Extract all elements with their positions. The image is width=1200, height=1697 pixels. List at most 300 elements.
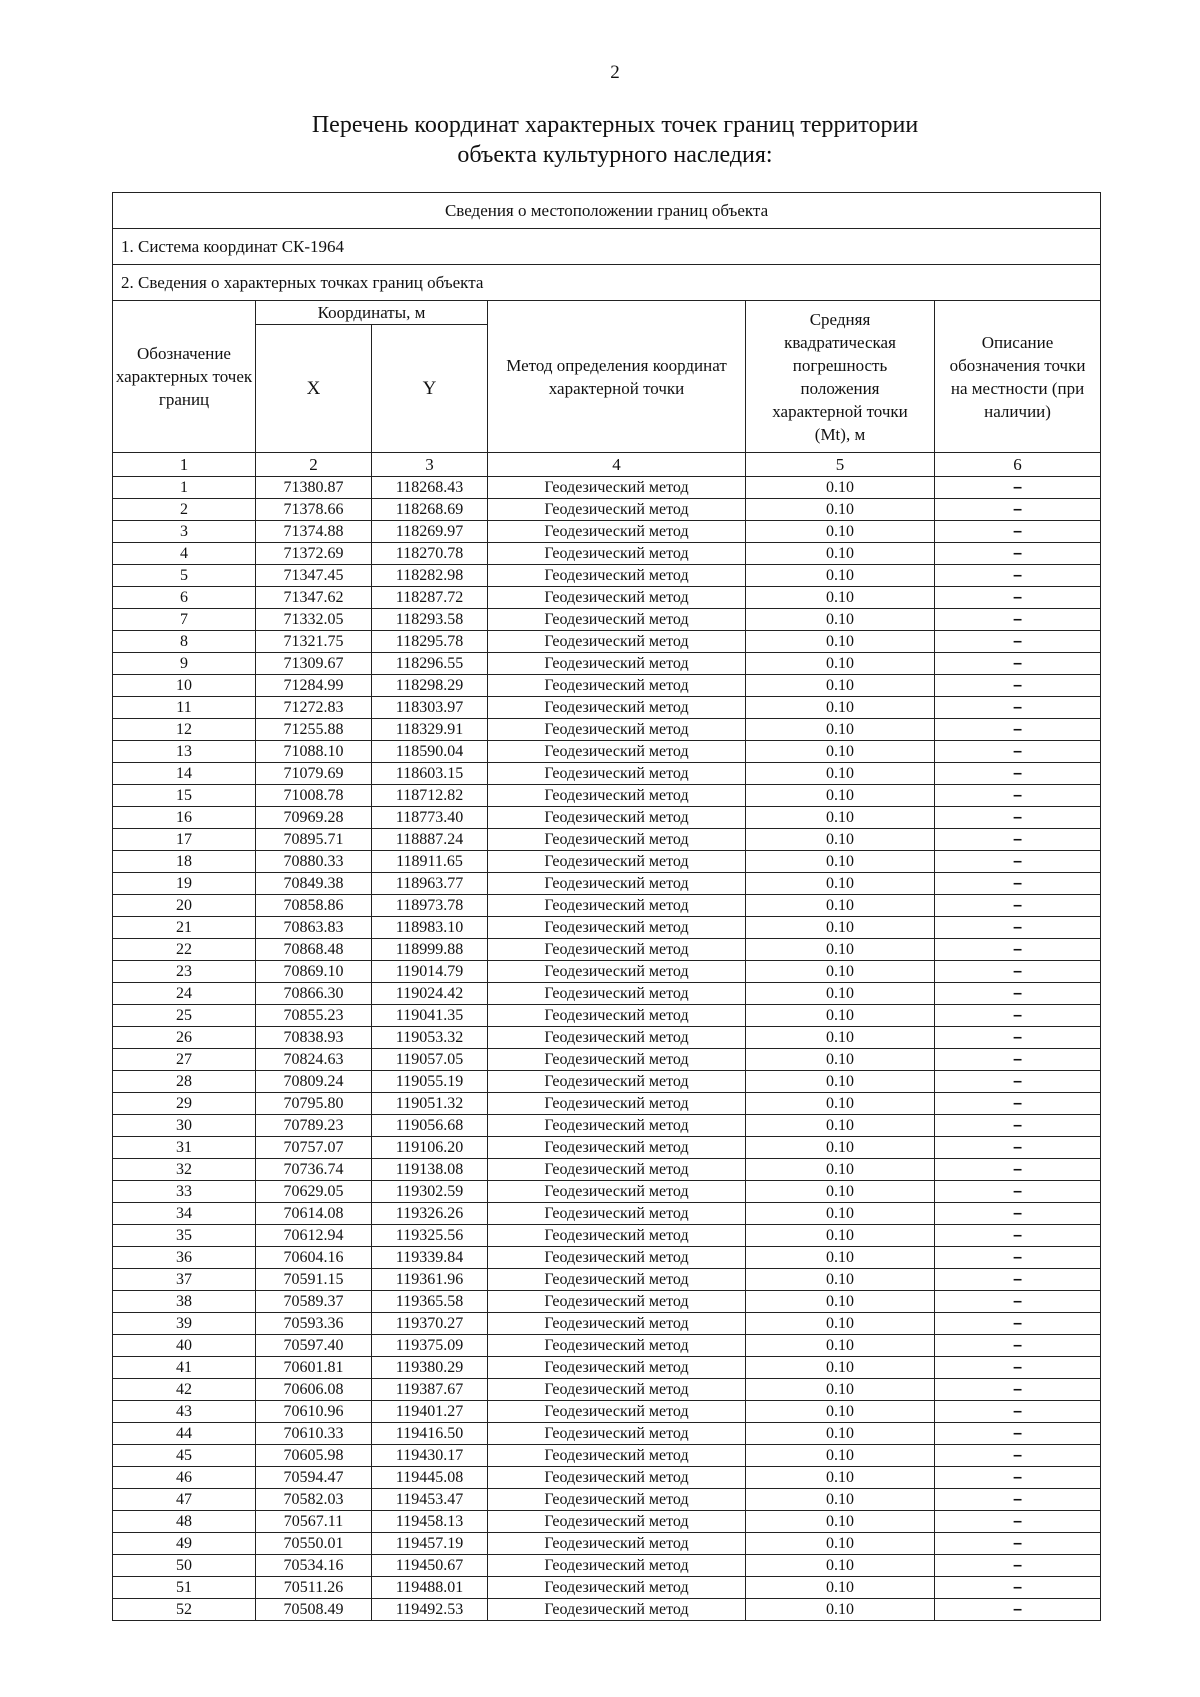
coord-x: 70508.49 [256, 1599, 372, 1621]
error-value: 0.10 [746, 1247, 935, 1269]
coord-y: 119106.20 [372, 1137, 488, 1159]
error-value: 0.10 [746, 785, 935, 807]
coord-y: 119014.79 [372, 961, 488, 983]
coord-y: 119401.27 [372, 1401, 488, 1423]
point-number: 11 [113, 697, 256, 719]
description: – [935, 1511, 1101, 1533]
description: – [935, 719, 1101, 741]
point-number: 5 [113, 565, 256, 587]
coord-x: 70736.74 [256, 1159, 372, 1181]
coord-x: 71321.75 [256, 631, 372, 653]
header-row-1 [113, 301, 1101, 325]
table-row [113, 1049, 1101, 1071]
point-number: 45 [113, 1445, 256, 1467]
error-value: 0.10 [746, 1599, 935, 1621]
method: Геодезический метод [488, 1093, 746, 1115]
table-row [113, 1445, 1101, 1467]
error-value: 0.10 [746, 1225, 935, 1247]
method: Геодезический метод [488, 807, 746, 829]
description: – [935, 1225, 1101, 1247]
header-method: Метод определения координат характерной точки [488, 301, 746, 453]
description: – [935, 631, 1101, 653]
table-row [113, 1577, 1101, 1599]
error-value: 0.10 [746, 1445, 935, 1467]
coord-x: 71347.45 [256, 565, 372, 587]
table-row [113, 1423, 1101, 1445]
description: – [935, 1533, 1101, 1555]
coord-y: 118293.58 [372, 609, 488, 631]
description: – [935, 1049, 1101, 1071]
coord-y: 119365.58 [372, 1291, 488, 1313]
description: – [935, 1555, 1101, 1577]
table-row [113, 1291, 1101, 1313]
description: – [935, 675, 1101, 697]
description: – [935, 1357, 1101, 1379]
table-row [113, 1071, 1101, 1093]
table-row [113, 939, 1101, 961]
method: Геодезический метод [488, 1599, 746, 1621]
table-row [113, 1357, 1101, 1379]
error-value: 0.10 [746, 499, 935, 521]
description: – [935, 1335, 1101, 1357]
description: – [935, 741, 1101, 763]
description: – [935, 917, 1101, 939]
description: – [935, 1467, 1101, 1489]
point-number: 16 [113, 807, 256, 829]
table-row [113, 1533, 1101, 1555]
coord-y: 119056.68 [372, 1115, 488, 1137]
error-value: 0.10 [746, 631, 935, 653]
error-value: 0.10 [746, 565, 935, 587]
coord-x: 70789.23 [256, 1115, 372, 1137]
method: Геодезический метод [488, 1467, 746, 1489]
point-number: 8 [113, 631, 256, 653]
description: – [935, 1401, 1101, 1423]
coord-x: 71272.83 [256, 697, 372, 719]
column-number: 6 [935, 453, 1101, 477]
point-number: 32 [113, 1159, 256, 1181]
column-number: 3 [372, 453, 488, 477]
header-x: X [256, 325, 372, 453]
method: Геодезический метод [488, 1511, 746, 1533]
error-value: 0.10 [746, 917, 935, 939]
table-row [113, 1159, 1101, 1181]
point-number: 52 [113, 1599, 256, 1621]
coord-x: 70594.47 [256, 1467, 372, 1489]
coord-x: 70838.93 [256, 1027, 372, 1049]
method: Геодезический метод [488, 609, 746, 631]
error-value: 0.10 [746, 851, 935, 873]
description: – [935, 653, 1101, 675]
coord-y: 119375.09 [372, 1335, 488, 1357]
coord-y: 119325.56 [372, 1225, 488, 1247]
coord-x: 71079.69 [256, 763, 372, 785]
error-value: 0.10 [746, 1533, 935, 1555]
point-number: 28 [113, 1071, 256, 1093]
coord-y: 119492.53 [372, 1599, 488, 1621]
description: – [935, 1093, 1101, 1115]
description: – [935, 521, 1101, 543]
title-line-1: Перечень координат характерных точек границ территории [311, 112, 919, 138]
coord-y: 118269.97 [372, 521, 488, 543]
error-value: 0.10 [746, 653, 935, 675]
table-row [113, 1247, 1101, 1269]
page-number: 2 [610, 62, 620, 83]
method: Геодезический метод [488, 895, 746, 917]
method: Геодезический метод [488, 1225, 746, 1247]
error-value: 0.10 [746, 983, 935, 1005]
coord-y: 118303.97 [372, 697, 488, 719]
error-value: 0.10 [746, 1511, 935, 1533]
method: Геодезический метод [488, 1445, 746, 1467]
method: Геодезический метод [488, 477, 746, 499]
coord-x: 70629.05 [256, 1181, 372, 1203]
point-number: 35 [113, 1225, 256, 1247]
coord-x: 70610.33 [256, 1423, 372, 1445]
coord-x: 70757.07 [256, 1137, 372, 1159]
table-row [113, 1181, 1101, 1203]
table-row [113, 961, 1101, 983]
method: Геодезический метод [488, 1379, 746, 1401]
description: – [935, 1005, 1101, 1027]
description: – [935, 1203, 1101, 1225]
method: Геодезический метод [488, 1533, 746, 1555]
error-value: 0.10 [746, 1115, 935, 1137]
error-value: 0.10 [746, 1577, 935, 1599]
error-value: 0.10 [746, 1071, 935, 1093]
description: – [935, 1159, 1101, 1181]
coord-y: 118287.72 [372, 587, 488, 609]
error-value: 0.10 [746, 1203, 935, 1225]
method: Геодезический метод [488, 521, 746, 543]
description: – [935, 1269, 1101, 1291]
coord-y: 119387.67 [372, 1379, 488, 1401]
section-title: Сведения о местоположении границ объекта [113, 193, 1101, 229]
coord-x: 70858.86 [256, 895, 372, 917]
point-number: 31 [113, 1137, 256, 1159]
description: – [935, 829, 1101, 851]
coord-x: 71309.67 [256, 653, 372, 675]
coord-y: 118270.78 [372, 543, 488, 565]
coord-y: 118329.91 [372, 719, 488, 741]
error-value: 0.10 [746, 1401, 935, 1423]
description: – [935, 477, 1101, 499]
coord-y: 118773.40 [372, 807, 488, 829]
column-number: 2 [256, 453, 372, 477]
error-value: 0.10 [746, 1291, 935, 1313]
coord-y: 118963.77 [372, 873, 488, 895]
coord-y: 118298.29 [372, 675, 488, 697]
point-number: 47 [113, 1489, 256, 1511]
method: Геодезический метод [488, 1291, 746, 1313]
coord-x: 70534.16 [256, 1555, 372, 1577]
error-value: 0.10 [746, 741, 935, 763]
coord-x: 71374.88 [256, 521, 372, 543]
table-row [113, 1005, 1101, 1027]
coord-system: 1. Система координат СК-1964 [113, 229, 1101, 265]
point-number: 20 [113, 895, 256, 917]
method: Геодезический метод [488, 1555, 746, 1577]
point-number: 24 [113, 983, 256, 1005]
method: Геодезический метод [488, 1203, 746, 1225]
coord-y: 118590.04 [372, 741, 488, 763]
column-numbers-row [113, 453, 1101, 477]
error-value: 0.10 [746, 1137, 935, 1159]
coord-x: 70969.28 [256, 807, 372, 829]
table-row [113, 587, 1101, 609]
point-number: 10 [113, 675, 256, 697]
description: – [935, 1115, 1101, 1137]
point-number: 51 [113, 1577, 256, 1599]
coord-x: 70593.36 [256, 1313, 372, 1335]
header-y: Y [372, 325, 488, 453]
point-number: 1 [113, 477, 256, 499]
point-number: 14 [113, 763, 256, 785]
coord-x: 71008.78 [256, 785, 372, 807]
point-number: 36 [113, 1247, 256, 1269]
description: – [935, 499, 1101, 521]
method: Геодезический метод [488, 1335, 746, 1357]
table-row [113, 1401, 1101, 1423]
point-number: 37 [113, 1269, 256, 1291]
description: – [935, 1445, 1101, 1467]
error-value: 0.10 [746, 961, 935, 983]
method: Геодезический метод [488, 917, 746, 939]
method: Геодезический метод [488, 1489, 746, 1511]
table-row [113, 1203, 1101, 1225]
coord-x: 71378.66 [256, 499, 372, 521]
description: – [935, 1027, 1101, 1049]
table-row [113, 521, 1101, 543]
description: – [935, 1423, 1101, 1445]
table-row [113, 1313, 1101, 1335]
description: – [935, 851, 1101, 873]
error-value: 0.10 [746, 1005, 935, 1027]
description: – [935, 697, 1101, 719]
method: Геодезический метод [488, 1247, 746, 1269]
method: Геодезический метод [488, 1159, 746, 1181]
error-value: 0.10 [746, 1049, 935, 1071]
method: Геодезический метод [488, 1577, 746, 1599]
table-row [113, 851, 1101, 873]
point-number: 9 [113, 653, 256, 675]
point-number: 18 [113, 851, 256, 873]
point-number: 21 [113, 917, 256, 939]
point-number: 43 [113, 1401, 256, 1423]
coord-x: 70582.03 [256, 1489, 372, 1511]
coord-x: 70824.63 [256, 1049, 372, 1071]
error-value: 0.10 [746, 697, 935, 719]
coord-y: 119488.01 [372, 1577, 488, 1599]
error-value: 0.10 [746, 1379, 935, 1401]
header-error: Средняя квадратическая погрешность положения характерной точки (Mt), м [746, 301, 935, 453]
description: – [935, 961, 1101, 983]
table-row [113, 741, 1101, 763]
method: Геодезический метод [488, 1423, 746, 1445]
coord-x: 70589.37 [256, 1291, 372, 1313]
description: – [935, 763, 1101, 785]
table-row [113, 1137, 1101, 1159]
coord-y: 118983.10 [372, 917, 488, 939]
coord-y: 119326.26 [372, 1203, 488, 1225]
point-number: 17 [113, 829, 256, 851]
title-line-2: объекта культурного наследия: [457, 142, 773, 168]
point-number: 41 [113, 1357, 256, 1379]
coord-x: 70869.10 [256, 961, 372, 983]
points-section-row [113, 265, 1101, 301]
method: Геодезический метод [488, 543, 746, 565]
coord-y: 119416.50 [372, 1423, 488, 1445]
error-value: 0.10 [746, 719, 935, 741]
point-number: 29 [113, 1093, 256, 1115]
point-number: 22 [113, 939, 256, 961]
table-row [113, 829, 1101, 851]
error-value: 0.10 [746, 1269, 935, 1291]
description: – [935, 1181, 1101, 1203]
coord-x: 70606.08 [256, 1379, 372, 1401]
coord-y: 119339.84 [372, 1247, 488, 1269]
point-number: 3 [113, 521, 256, 543]
coord-x: 70795.80 [256, 1093, 372, 1115]
method: Геодезический метод [488, 1049, 746, 1071]
coord-y: 118887.24 [372, 829, 488, 851]
description: – [935, 1291, 1101, 1313]
coord-x: 71347.62 [256, 587, 372, 609]
description: – [935, 895, 1101, 917]
point-number: 42 [113, 1379, 256, 1401]
point-number: 30 [113, 1115, 256, 1137]
coord-y: 118268.43 [372, 477, 488, 499]
error-value: 0.10 [746, 1423, 935, 1445]
coord-x: 70511.26 [256, 1577, 372, 1599]
point-number: 19 [113, 873, 256, 895]
table-row [113, 631, 1101, 653]
coord-x: 71372.69 [256, 543, 372, 565]
method: Геодезический метод [488, 1181, 746, 1203]
point-number: 38 [113, 1291, 256, 1313]
column-number: 5 [746, 453, 935, 477]
table-row [113, 763, 1101, 785]
description: – [935, 785, 1101, 807]
point-number: 50 [113, 1555, 256, 1577]
method: Геодезический метод [488, 741, 746, 763]
error-value: 0.10 [746, 1335, 935, 1357]
coord-x: 70614.08 [256, 1203, 372, 1225]
error-value: 0.10 [746, 763, 935, 785]
coord-y: 119380.29 [372, 1357, 488, 1379]
coord-y: 119445.08 [372, 1467, 488, 1489]
point-number: 2 [113, 499, 256, 521]
table-row [113, 1379, 1101, 1401]
method: Геодезический метод [488, 829, 746, 851]
point-number: 23 [113, 961, 256, 983]
table-row [113, 697, 1101, 719]
coord-x: 70605.98 [256, 1445, 372, 1467]
description: – [935, 1247, 1101, 1269]
coord-x: 70855.23 [256, 1005, 372, 1027]
coord-y: 119051.32 [372, 1093, 488, 1115]
description: – [935, 1313, 1101, 1335]
method: Геодезический метод [488, 1027, 746, 1049]
method: Геодезический метод [488, 565, 746, 587]
method: Геодезический метод [488, 851, 746, 873]
method: Геодезический метод [488, 939, 746, 961]
method: Геодезический метод [488, 653, 746, 675]
error-value: 0.10 [746, 1467, 935, 1489]
coord-y: 118911.65 [372, 851, 488, 873]
point-number: 46 [113, 1467, 256, 1489]
coord-y: 119458.13 [372, 1511, 488, 1533]
table-row [113, 1027, 1101, 1049]
error-value: 0.10 [746, 939, 935, 961]
table-row [113, 1467, 1101, 1489]
coord-y: 119370.27 [372, 1313, 488, 1335]
method: Геодезический метод [488, 587, 746, 609]
point-number: 12 [113, 719, 256, 741]
error-value: 0.10 [746, 1489, 935, 1511]
coord-x: 70612.94 [256, 1225, 372, 1247]
method: Геодезический метод [488, 1401, 746, 1423]
coord-y: 118282.98 [372, 565, 488, 587]
coord-y: 119453.47 [372, 1489, 488, 1511]
point-number: 25 [113, 1005, 256, 1027]
document-title [0, 110, 1200, 170]
coord-x: 71255.88 [256, 719, 372, 741]
coord-x: 70610.96 [256, 1401, 372, 1423]
method: Геодезический метод [488, 697, 746, 719]
coord-x: 70567.11 [256, 1511, 372, 1533]
point-number: 7 [113, 609, 256, 631]
description: – [935, 587, 1101, 609]
table-row [113, 785, 1101, 807]
method: Геодезический метод [488, 631, 746, 653]
error-value: 0.10 [746, 895, 935, 917]
error-value: 0.10 [746, 1027, 935, 1049]
coord-y: 119055.19 [372, 1071, 488, 1093]
table-row [113, 719, 1101, 741]
description: – [935, 807, 1101, 829]
coordinates-table [112, 192, 1101, 1621]
point-number: 49 [113, 1533, 256, 1555]
coord-y: 119041.35 [372, 1005, 488, 1027]
error-value: 0.10 [746, 807, 935, 829]
description: – [935, 873, 1101, 895]
description: – [935, 1599, 1101, 1621]
method: Геодезический метод [488, 719, 746, 741]
point-number: 26 [113, 1027, 256, 1049]
error-value: 0.10 [746, 1093, 935, 1115]
coord-y: 118268.69 [372, 499, 488, 521]
error-value: 0.10 [746, 587, 935, 609]
point-number: 33 [113, 1181, 256, 1203]
method: Геодезический метод [488, 1269, 746, 1291]
table-row [113, 983, 1101, 1005]
coord-y: 118603.15 [372, 763, 488, 785]
table-row [113, 1555, 1101, 1577]
method: Геодезический метод [488, 1313, 746, 1335]
coord-y: 118999.88 [372, 939, 488, 961]
description: – [935, 1577, 1101, 1599]
coord-x: 71332.05 [256, 609, 372, 631]
method: Геодезический метод [488, 873, 746, 895]
coord-x: 70601.81 [256, 1357, 372, 1379]
method: Геодезический метод [488, 763, 746, 785]
description: – [935, 983, 1101, 1005]
coord-y: 118712.82 [372, 785, 488, 807]
table-row [113, 609, 1101, 631]
description: – [935, 565, 1101, 587]
point-number: 48 [113, 1511, 256, 1533]
